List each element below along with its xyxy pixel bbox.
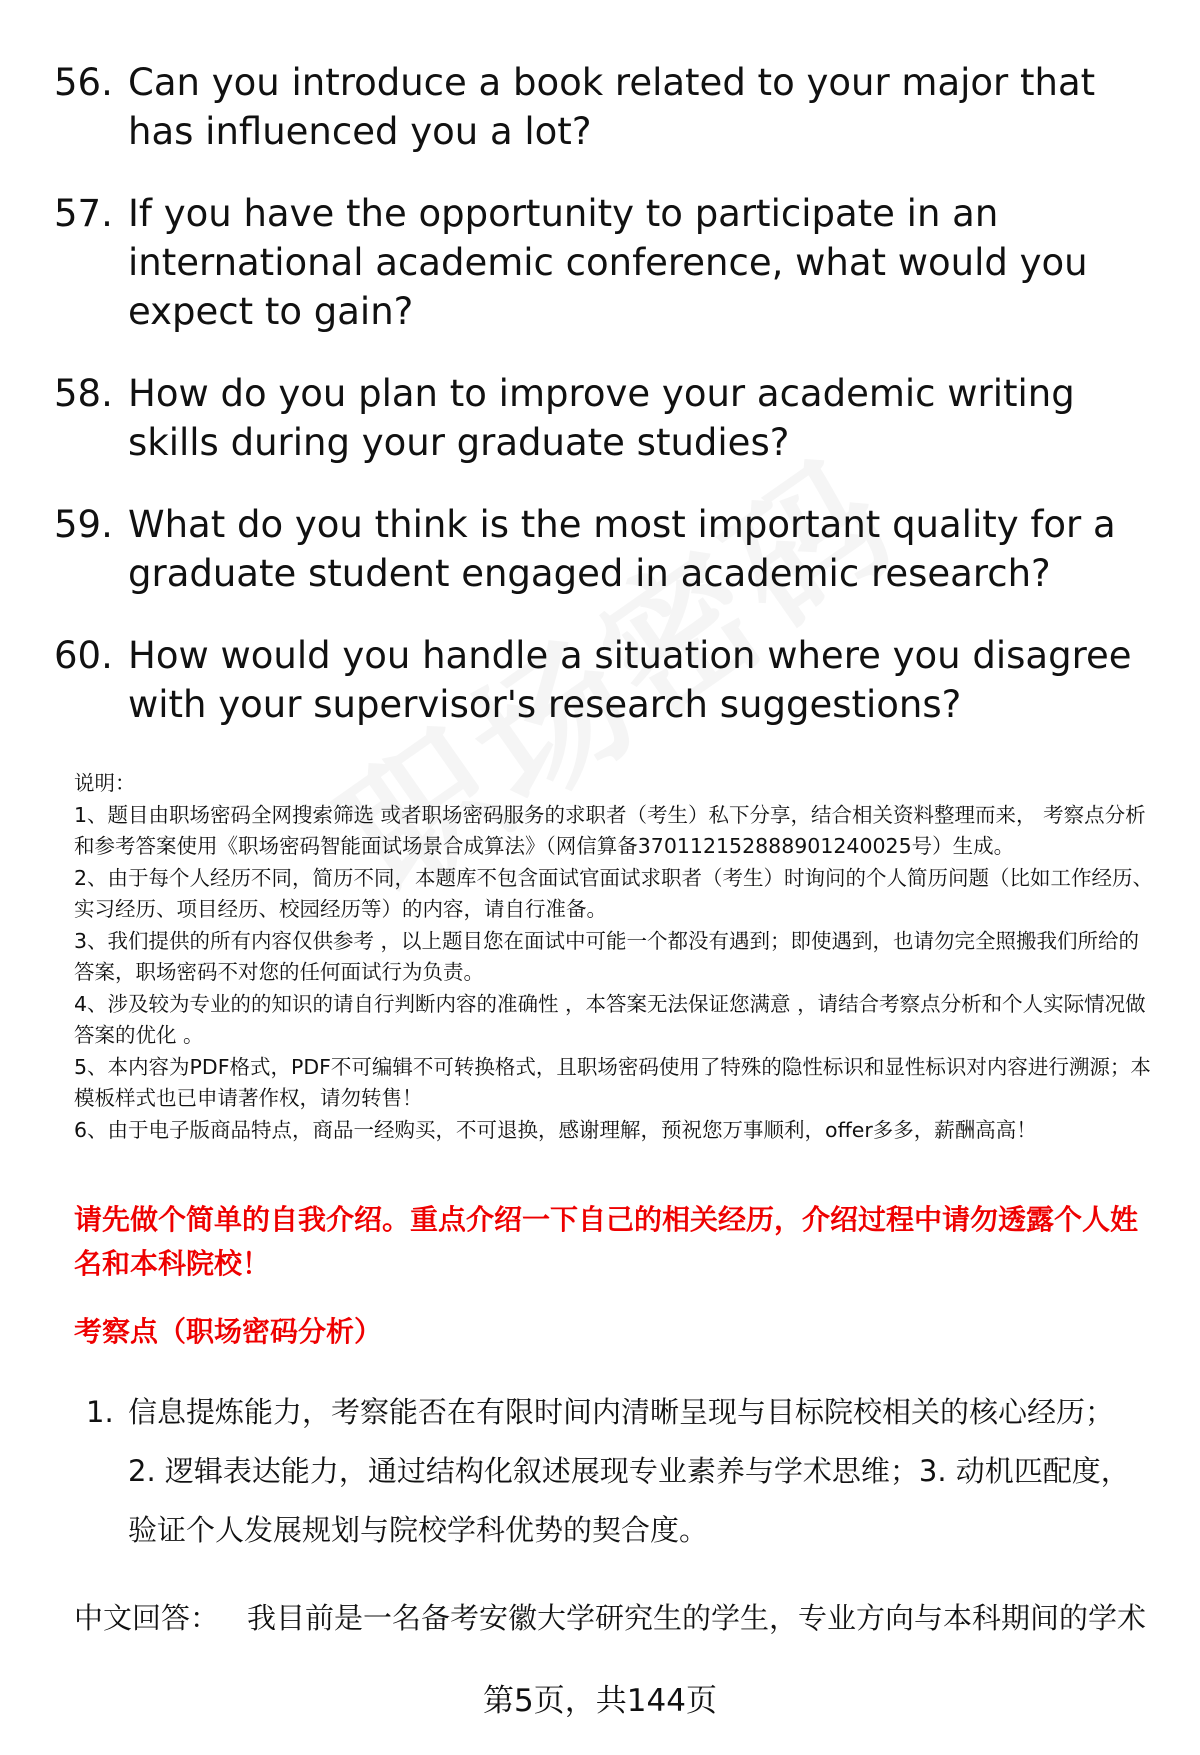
question-number: 57. (54, 192, 113, 235)
note-item: 4、涉及较为专业的的知识的请自行判断内容的准确性 ，本答案无法保证您满意 ，请结合考察点分析和个人实际情况做答案的优化 。 (74, 991, 1146, 1047)
analysis-line (86, 1383, 1156, 1442)
page-number: 第5页，共144页 (483, 1683, 717, 1719)
question-item (54, 369, 1154, 467)
question-text: Can you introduce a book related to your major that has influenced you a lot? (128, 61, 1096, 153)
answer-label: 中文回答： (74, 1601, 220, 1635)
notes-title: 说明： (74, 771, 136, 795)
question-item (54, 500, 1154, 598)
question-text: How do you plan to improve your academic writing skills during your graduate studies? (128, 372, 1075, 464)
answer-text: 我目前是一名备考安徽大学研究生的学生，专业方向与本科期间的学术 (247, 1601, 1147, 1635)
interview-question-heading: 请先做个简单的自我介绍。重点介绍一下自己的相关经历，介绍过程中请勿透露个人姓名和本科院校！ (74, 1203, 1139, 1280)
question-text: What do you think is the most important quality for a graduate student engaged in academic research? (128, 503, 1116, 595)
analysis-heading: 考察点（职场密码分析） (74, 1315, 383, 1348)
note-item: 3、我们提供的所有内容仅供参考 ，以上题目您在面试中可能一个都没有遇到；即使遇到，也请勿完全照搬我们所给的答案，职场密码不对您的任何面试行为负责。 (74, 928, 1140, 984)
analysis-line: 2. 逻辑表达能力，通过结构化叙述展现专业素养与学术思维；3. 动机匹配度， (128, 1454, 1130, 1488)
question-item (54, 58, 1154, 156)
analysis-number: 1. (86, 1395, 114, 1429)
notes-section (74, 768, 1154, 1146)
question-number: 56. (54, 61, 113, 104)
note-item: 2、由于每个人经历不同，简历不同，本题库不包含面试官面试求职者（考生）时询问的个人简历问题（比如工作经历、实习经历、项目经历、校园经历等）的内容，请自行准备。 (74, 865, 1154, 921)
question-item (54, 189, 1154, 336)
question-text: How would you handle a situation where you disagree with your supervisor's research suggestions? (128, 634, 1132, 726)
question-list (54, 58, 1154, 762)
note-item: 1、题目由职场密码全网搜索筛选 或者职场密码服务的求职者（考生）私下分享，结合相关资料整理而来， 考察点分析和参考答案使用《职场密码智能面试场景合成算法》（网信算备370112152888901240025号）生成。 (74, 802, 1146, 858)
question-number: 59. (54, 503, 113, 546)
note-item: 6、由于电子版商品特点，商品一经购买，不可退换，感谢理解，预祝您万事顺利，offer多多，薪酬高高！ (74, 1117, 1037, 1142)
answer-section (74, 1595, 1164, 1641)
analysis-line: 验证个人发展规划与院校学科优势的契合度。 (128, 1513, 709, 1547)
note-item: 5、本内容为PDF格式，PDF不可编辑不可转换格式，且职场密码使用了特殊的隐性标识和显性标识对内容进行溯源；本模板样式也已申请著作权，请勿转售！ (74, 1054, 1151, 1110)
question-number: 60. (54, 634, 113, 677)
analysis-list (86, 1383, 1156, 1560)
question-text: If you have the opportunity to participate in an international academic conference, what would you expect to gain? (128, 192, 1088, 333)
question-item (54, 631, 1154, 729)
analysis-text: 信息提炼能力，考察能否在有限时间内清晰呈现与目标院校相关的核心经历； (128, 1395, 1115, 1429)
question-number: 58. (54, 372, 113, 415)
